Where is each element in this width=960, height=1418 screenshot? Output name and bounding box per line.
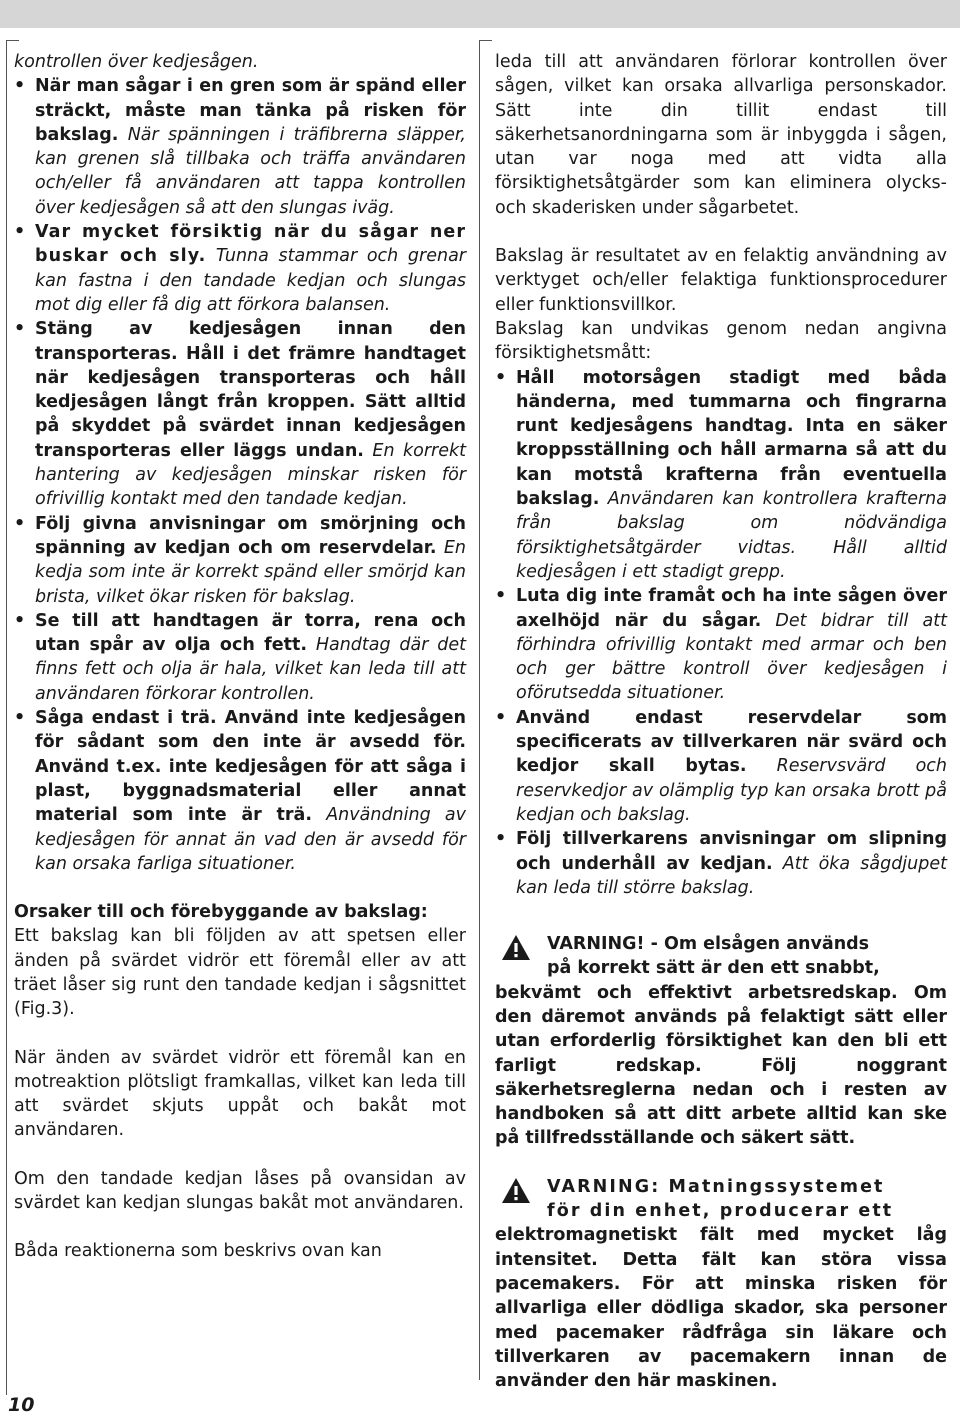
body-paragraph: Båda reaktionerna som beskrivs ovan kan xyxy=(14,1241,382,1262)
bullet-icon: • xyxy=(495,707,507,728)
bullet-bold: Stäng av kedjesågen innan den transporteras. Håll i det främre handtaget när kedjesågen transporteras och håll kedjesågen långt från kroppen. Sätt alltid på skyddet på svärdet innan kedjesågen transporteras eller läggs undan. xyxy=(35,319,466,461)
bullet-item xyxy=(14,317,466,511)
bullet-bold: Håll motorsågen stadigt med båda händerna, med tummarna och fingrarna runt kedjesågens handtag. Inta en säker kroppsställning och håll armarna så att du kan motstå krafterna från eventuella bakslag. xyxy=(516,367,947,510)
bullet-bold: Använd endast reservdelar som specificerats av tillverkaren när svärd och kedjor skall bytas. xyxy=(516,707,947,777)
body-paragraph: Om den tandade kedjan låses på ovansidan av svärdet kan kedjan slungas bakåt mot användaren. xyxy=(14,1168,466,1214)
bullet-icon: • xyxy=(495,367,507,388)
frame-corner-left xyxy=(6,40,19,41)
bullet-italic: Reservsvärd och reservkedjor av olämplig typ kan orsaka brott på kedjan och bakslag. xyxy=(516,756,947,825)
right-column xyxy=(495,50,947,1393)
bullet-icon: • xyxy=(14,708,26,729)
body-paragraph: Ett bakslag kan bli följden av att spetsen eller änden på svärdet vidrör ett föremål eller av att träet låser sig runt den tandade kedjan i sågsnittet (Fig.3). xyxy=(14,926,466,1020)
bullet-item xyxy=(495,827,947,900)
bullet-bold: Följ tillverkarens anvisningar om slipning och underhåll av kedjan. xyxy=(516,829,947,874)
page-number: 10 xyxy=(8,1394,35,1416)
section-heading: Orsaker till och förebyggande av bakslag: xyxy=(14,902,428,923)
continued-text: leda till att användaren förlorar kontrollen över sågen, vilket kan orsaka allvarliga personskador. Sätt inte din tillit endast till säkerhetsanordningarna som är inbyggda i sågen, utan var noga med att vidta alla försiktighetsåtgärder som kan eliminera olycks- och skaderisken under sågarbetet. xyxy=(495,52,947,218)
bullet-icon: • xyxy=(14,319,26,340)
frame-line-middle xyxy=(479,40,480,1380)
bullet-bold: Se till att handtagen är torra, rena och utan spår av olja och fett. xyxy=(35,610,466,656)
bullet-icon: • xyxy=(14,610,26,631)
bullet-italic: När spänningen i träfibrerna släpper, kan grenen slå tillbaka och träffa användaren och/eller få användaren att tappa kontrollen över kedjesågen så att den slungas iväg. xyxy=(35,124,466,218)
bullet-italic: Det bidrar till att förhindra ofrivillig kontakt med armar och ben och ger bättre kontroll över kedjesågen i oförutsedda situationer. xyxy=(516,610,947,704)
bullet-item xyxy=(14,220,466,317)
bullet-italic: Handtag där det finns fett och olja är hala, vilket kan leda till att användaren förkorar kontrollen. xyxy=(35,635,467,704)
bullet-icon: • xyxy=(495,829,507,850)
bullet-item xyxy=(14,706,466,876)
bullet-italic: Användaren kan kontrollera krafterna från bakslag om nödvändiga försiktighetsåtgärder vidtas. Håll alltid kedjesågen i ett stadigt grepp. xyxy=(516,489,947,582)
body-paragraph: Bakslag kan undvikas genom nedan angivna försiktighetsmått: xyxy=(495,318,947,364)
frame-corner-right xyxy=(479,40,492,41)
bullet-bold: Följ givna anvisningar om smörjning och spänning av kedjan och om reservdelar. xyxy=(35,513,466,558)
body-paragraph: Bakslag är resultatet av en felaktig användning av verktyget och/eller felaktiga funktionsprocedurer eller funktionsvillkor. xyxy=(495,246,947,315)
bullet-icon: • xyxy=(14,222,26,243)
warning-text: bekvämt och effektivt arbetsredskap. Om den däremot används på felaktigt sätt eller utan erforderlig försiktighet kan den bli ett farligt redskap. Följ noggrant säkerhetsreglerna nedan och i resten av handboken så att ditt arbete alltid kan ske på tillfredsställande och säkert sätt. xyxy=(495,982,947,1149)
bullet-italic: En kedja som inte är korrekt spänd eller smörjd kan brista, vilket ökar risken för bakslag. xyxy=(35,537,466,607)
bullet-italic: Tunna stammar och grenar kan fastna i den tandade kedjan och slungas mot dig eller få dig att förkora balansen. xyxy=(35,246,466,315)
left-column xyxy=(14,50,466,1264)
bullet-bold: När man sågar i en gren som är spänd eller sträckt, måste man tänka på risken för bakslag. xyxy=(35,76,466,145)
warning-block xyxy=(495,932,947,1151)
warning-line: VARNING! - Om elsågen används xyxy=(547,934,870,955)
warning-line: för din enhet, producerar ett xyxy=(547,1201,894,1222)
bullet-item xyxy=(495,706,947,827)
bullet-bold: Såga endast i trä. Använd inte kedjesågen för sådant som den inte är avsedd för. Använd t.ex. inte kedjesågen för att såga i plast, byggnadsmaterial eller annat material som inte är trä. xyxy=(35,708,466,826)
bullet-icon: • xyxy=(14,76,26,97)
bullet-item xyxy=(14,609,466,706)
bullet-icon: • xyxy=(495,586,507,607)
warning-text: elektromagnetiskt fält med mycket låg intensitet. Detta fält kan störa vissa pacemakers. För att minska risken för allvarliga eller dödliga skador, ska personer med pacemaker rådfråga sin läkare och tillverkaren av pacemakern innan de använder den här maskinen. xyxy=(495,1225,947,1392)
warning-triangle-icon xyxy=(501,934,531,961)
bullet-item xyxy=(14,512,466,609)
bullet-italic: Att öka sågdjupet kan leda till större bakslag. xyxy=(516,853,947,898)
bullet-bold: Var mycket försiktig när du sågar ner buskar och sly. xyxy=(35,222,466,267)
bullet-item xyxy=(495,584,947,705)
continued-text: kontrollen över kedjesågen. xyxy=(14,52,259,72)
bullet-item xyxy=(14,74,466,220)
bullet-item xyxy=(495,366,947,585)
top-gray-band xyxy=(0,0,960,28)
bullet-bold: Luta dig inte framåt och ha inte sågen över axelhöjd när du sågar. xyxy=(516,586,947,631)
bullet-italic: Användning av kedjesågen för annat än vad den är avsedd för kan orsaka farliga situationer. xyxy=(35,805,467,874)
warning-line: på korrekt sätt är den ett snabbt, xyxy=(547,958,880,979)
warning-line: VARNING: Matningssystemet xyxy=(547,1176,885,1197)
bullet-italic: En korrekt hantering av kedjesågen minskar risken för ofrivillig kontakt med den tandade kedjan. xyxy=(35,440,466,510)
bullet-icon: • xyxy=(14,513,26,534)
warning-block xyxy=(495,1175,947,1394)
warning-triangle-icon xyxy=(501,1177,531,1204)
body-paragraph: När änden av svärdet vidrör ett föremål kan en motreaktion plötsligt framkallas, vilket kan leda till att svärdet skjuts uppåt och bakåt mot användaren. xyxy=(14,1047,466,1141)
frame-line-left xyxy=(6,40,7,1395)
